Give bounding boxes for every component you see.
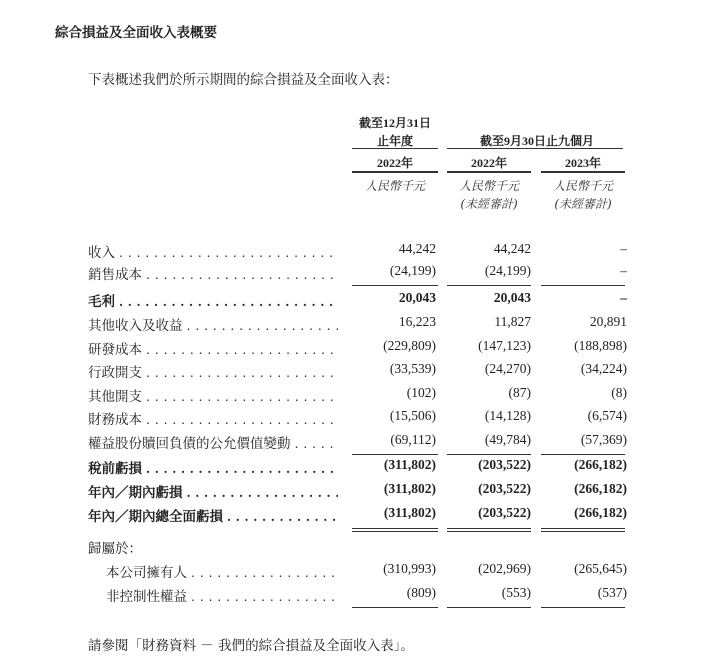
- row-label: 年內／期內總全面虧損 . . .: [88, 505, 338, 525]
- row-value: (24,199): [389, 263, 436, 278]
- row-value: (203,522): [478, 481, 531, 496]
- row-value: (265,645): [574, 561, 627, 576]
- row-value: (203,522): [478, 457, 531, 472]
- row-label: 非控制性權益 . . .: [106, 585, 338, 605]
- row-value: –: [620, 263, 627, 278]
- total-double-rule: [352, 528, 438, 532]
- table-row: [88, 408, 628, 428]
- table-row: [88, 263, 628, 283]
- row-value: (57,369): [580, 432, 627, 447]
- total-double-rule: [541, 528, 625, 532]
- row-value: 11,827: [494, 314, 531, 329]
- row-value: 20,043: [398, 290, 436, 305]
- row-label: 毛利 . . .: [88, 290, 338, 310]
- row-label: 收入 . . .: [88, 241, 338, 261]
- row-value: (553): [501, 585, 531, 600]
- header-group1-line1: 截至12月31日: [358, 116, 431, 130]
- row-label: 歸屬於：: [88, 541, 142, 556]
- column-note: (未經審計): [460, 197, 518, 211]
- row-value: (188,898): [574, 338, 627, 353]
- row-value: (537): [597, 585, 627, 600]
- column-year: 2022年: [376, 156, 413, 170]
- table-row: [88, 585, 628, 605]
- subtotal-rule: [352, 454, 438, 455]
- row-label: 行政開支 . . .: [88, 361, 338, 381]
- row-value: (6,574): [587, 408, 627, 423]
- row-value: (203,522): [478, 505, 531, 520]
- table-row: [88, 561, 628, 581]
- row-value: (33,539): [389, 361, 436, 376]
- row-value: 20,891: [589, 314, 627, 329]
- row-value: (311,802): [383, 481, 436, 496]
- row-value: (202,969): [478, 561, 531, 576]
- row-value: (266,182): [574, 457, 627, 472]
- header-group1-line2: 止年度: [376, 134, 413, 148]
- column-rule: [447, 171, 531, 173]
- row-value: (102): [406, 385, 436, 400]
- row-value: –: [620, 241, 627, 256]
- table-row: [88, 432, 628, 452]
- row-value: 44,242: [493, 241, 531, 256]
- row-value: (310,993): [383, 561, 436, 576]
- column-note: (未經審計): [554, 197, 612, 211]
- row-label: 權益股份贖回負債的公允價值變動 . . .: [88, 432, 338, 452]
- subtotal-rule: [541, 454, 625, 455]
- table-row: [88, 385, 628, 405]
- row-label: 本公司擁有人 . . .: [106, 561, 338, 581]
- column-unit: 人民幣千元: [458, 179, 519, 193]
- row-value: (69,112): [390, 432, 436, 447]
- row-label: 財務成本 . . .: [88, 408, 338, 428]
- subtotal-rule: [447, 607, 531, 608]
- row-value: (24,199): [484, 263, 531, 278]
- row-value: (147,123): [478, 338, 531, 353]
- table-row: [88, 290, 628, 310]
- row-value: (24,270): [484, 361, 531, 376]
- row-label: 稅前虧損 . . .: [88, 457, 338, 477]
- row-value: (229,809): [383, 338, 436, 353]
- table-row: [88, 361, 628, 381]
- row-value: (49,784): [484, 432, 531, 447]
- table-row: [88, 481, 628, 501]
- table-row: [88, 314, 628, 334]
- row-value: 20,043: [493, 290, 531, 305]
- column-unit: 人民幣千元: [364, 179, 425, 193]
- column-unit: 人民幣千元: [552, 179, 613, 193]
- row-label: 其他開支 . . .: [88, 385, 338, 405]
- row-value: (266,182): [574, 481, 627, 496]
- subtotal-rule: [447, 454, 531, 455]
- header-rule: [447, 148, 623, 149]
- row-value: 44,242: [398, 241, 436, 256]
- table-row: [88, 338, 628, 358]
- subtotal-rule: [352, 285, 438, 286]
- column-rule: [352, 171, 438, 173]
- column-year: 2023年: [564, 156, 601, 170]
- table-row: [88, 241, 628, 261]
- row-value: (87): [508, 385, 531, 400]
- subtotal-rule: [352, 607, 438, 608]
- subtotal-rule: [541, 285, 625, 286]
- section-title: 綜合損益及全面收入表概要: [55, 25, 217, 41]
- table-row: [88, 537, 628, 557]
- header-group2: 截至9月30日止九個月: [479, 134, 594, 148]
- header-rule: [352, 148, 438, 149]
- intro-text: 下表概述我們於所示期間的綜合損益及全面收入表：: [88, 72, 399, 88]
- row-value: (15,506): [389, 408, 436, 423]
- row-value: (311,802): [383, 505, 436, 520]
- table-row: [88, 457, 628, 477]
- row-value: (311,802): [383, 457, 436, 472]
- row-label: 研發成本 . . .: [88, 338, 338, 358]
- row-label: 銷售成本 . . .: [88, 263, 338, 283]
- column-year: 2022年: [470, 156, 507, 170]
- subtotal-rule: [541, 607, 625, 608]
- row-value: (14,128): [484, 408, 531, 423]
- footnote: 請參閱「財務資料 － 我們的綜合損益及全面收入表」。: [88, 638, 414, 654]
- row-value: (34,224): [580, 361, 627, 376]
- total-double-rule: [447, 528, 531, 532]
- row-label: 其他收入及收益 . . .: [88, 314, 338, 334]
- row-value: 16,223: [398, 314, 436, 329]
- row-value: (8): [611, 385, 627, 400]
- subtotal-rule: [447, 285, 531, 286]
- table-row: [88, 505, 628, 525]
- row-value: (266,182): [574, 505, 627, 520]
- column-rule: [541, 171, 625, 173]
- row-value: (809): [406, 585, 436, 600]
- row-label: 年內／期內虧損 . . .: [88, 481, 338, 501]
- row-value: –: [620, 290, 627, 305]
